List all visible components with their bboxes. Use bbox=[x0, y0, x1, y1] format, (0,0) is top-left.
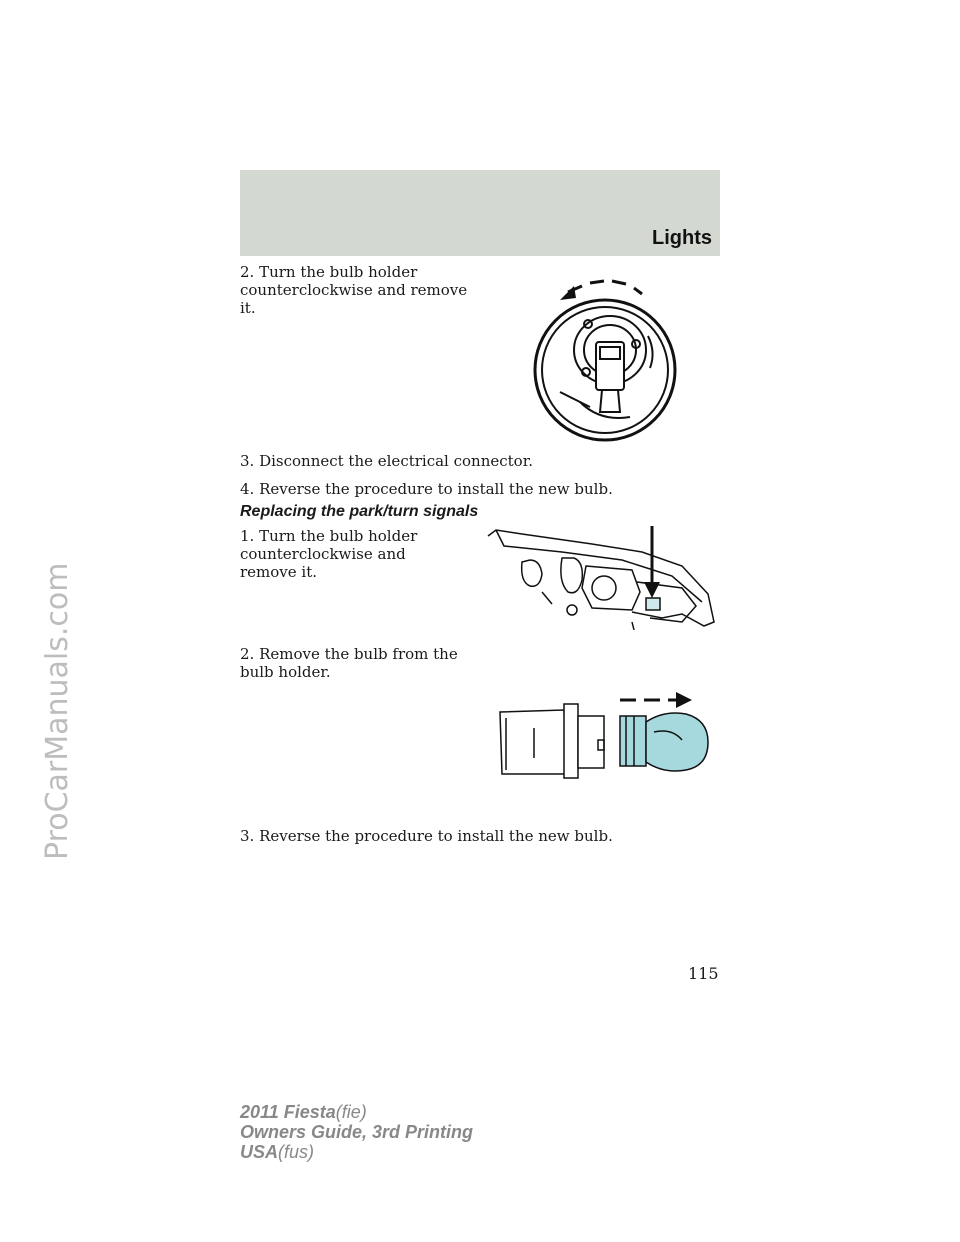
step-remove-bulb: 2. Remove the bulb from the bulb holder. bbox=[240, 645, 458, 681]
step-reverse-a: 4. Reverse the procedure to install the new bulb. bbox=[240, 480, 613, 498]
footer bbox=[240, 1102, 473, 1162]
watermark-text: ProCarManuals.com bbox=[40, 562, 75, 860]
section-heading: Replacing the park/turn signals bbox=[240, 503, 479, 520]
footer-line-1 bbox=[240, 1102, 473, 1122]
step-turn-holder: 2. Turn the bulb holder counterclockwise and remove it. bbox=[240, 263, 468, 317]
bulb-holder-rotation-figure bbox=[530, 272, 680, 450]
footer-model: 2011 Fiesta bbox=[240, 1102, 336, 1122]
step-disconnect: 3. Disconnect the electrical connector. bbox=[240, 452, 533, 470]
footer-market: USA bbox=[240, 1142, 279, 1162]
step-turn-holder-signal: 1. Turn the bulb holder counterclockwise and remove it. bbox=[240, 527, 418, 581]
watermark bbox=[0, 0, 75, 1242]
headlamp-assembly-figure bbox=[482, 522, 720, 634]
footer-model-code: (fie) bbox=[335, 1102, 367, 1122]
footer-line-3 bbox=[240, 1142, 473, 1162]
bulb-removal-figure bbox=[494, 688, 712, 788]
footer-market-code: (fus) bbox=[278, 1142, 315, 1162]
section-title: Lights bbox=[652, 227, 712, 249]
section-header-band bbox=[240, 170, 720, 256]
step-reverse-b: 3. Reverse the procedure to install the new bulb. bbox=[240, 827, 613, 845]
footer-line-2: Owners Guide, 3rd Printing bbox=[240, 1122, 474, 1142]
page-number: 115 bbox=[688, 964, 719, 983]
